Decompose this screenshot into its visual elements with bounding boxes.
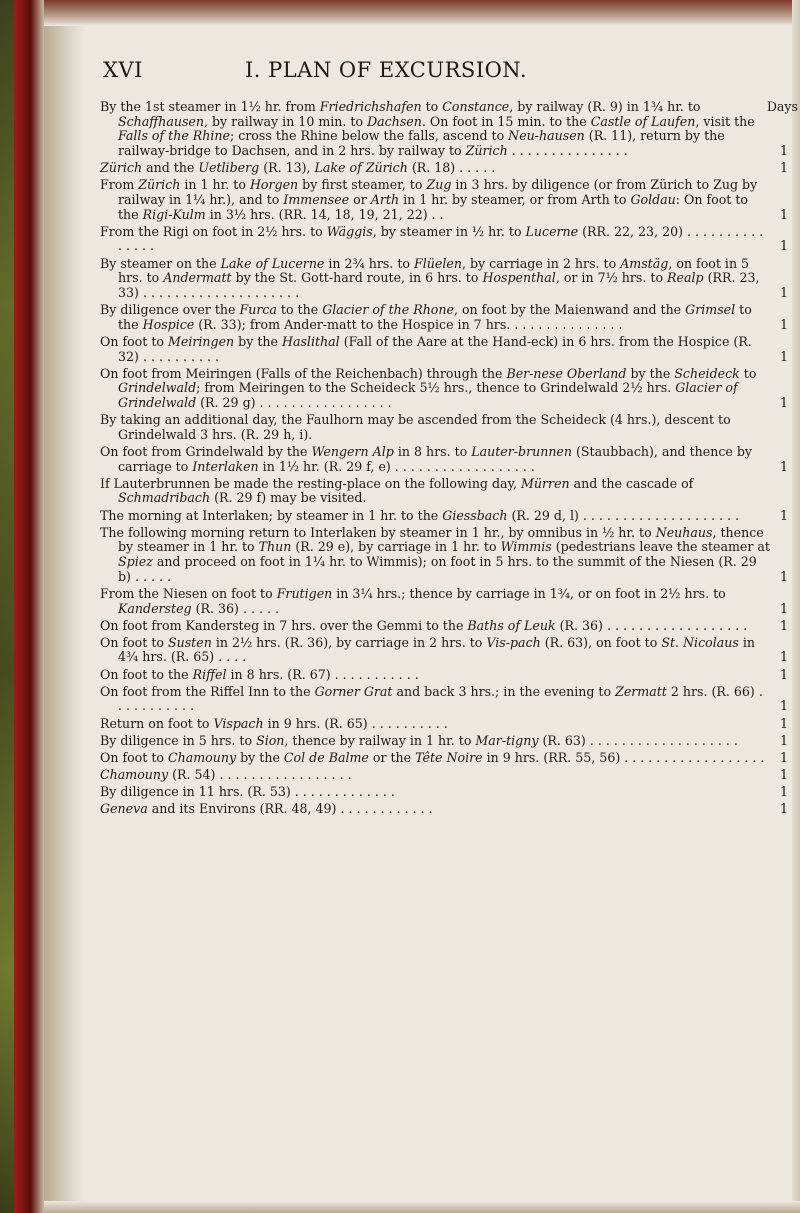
- itinerary-entry-text: Zürich and the Uetliberg (R. 13), Lake of Zürich (R. 18) . . . . .: [100, 160, 496, 176]
- days-count: 1: [779, 698, 788, 714]
- days-count: 1: [779, 142, 788, 158]
- itinerary-entry: [100, 587, 790, 616]
- itinerary-entry: [100, 768, 790, 783]
- itinerary-entry: [100, 161, 790, 176]
- itinerary-entry-text: Geneva and its Environs (RR. 48, 49) . . . . . . . . . . . .: [100, 801, 433, 817]
- itinerary-list: [100, 100, 790, 820]
- itinerary-entry: [100, 619, 790, 634]
- days-count: 1: [779, 284, 788, 300]
- itinerary-entry: [100, 303, 790, 332]
- itinerary-entry: [100, 477, 790, 506]
- days-count: 1: [779, 649, 788, 665]
- itinerary-entry-text: By steamer on the Lake of Lucerne in 2¾ hrs. to Flüelen, by carriage in 2 hrs. to Amstäg, on foot in 5 hrs. to Andermatt by the St. Gott-hard route, in 6 hrs. to Hospenthal, or in 7½ hrs. to Realp (RR. 23, 33) . . . . . . . . . . . . . . . . . . . .: [100, 255, 760, 300]
- days-count: 1: [779, 507, 788, 523]
- itinerary-entry-text: On foot from Kandersteg in 7 hrs. over the Gemmi to the Baths of Leuk (R. 36) . . . . . . . . . . . . . . . . . .: [100, 617, 748, 633]
- itinerary-entry-text: If Lauterbrunnen be made the resting-place on the following day, Mürren and the cascade of Schmadribach (R. 29 f) may be visited.: [100, 475, 694, 506]
- page-number: XVI: [103, 58, 143, 82]
- days-count: 1: [779, 568, 788, 584]
- days-count: 1: [779, 394, 788, 410]
- days-count: 1: [779, 715, 788, 731]
- days-count: 1: [779, 160, 788, 176]
- itinerary-entry: [100, 636, 790, 665]
- itinerary-entry: [100, 685, 790, 714]
- itinerary-entry: [100, 445, 790, 474]
- itinerary-entry-text: The morning at Interlaken; by steamer in 1 hr. to the Giessbach (R. 29 d, l) . . . . . . . . . . . . . . . . . . . .: [100, 507, 740, 523]
- itinerary-entry-text: By diligence over the Furca to the Glacier of the Rhone, on foot by the Maienwand and the Grimsel to the Hospice (R. 33); from Ander-matt to the Hospice in 7 hrs. . . . . . . . . . . . . . .: [100, 302, 752, 332]
- days-count: 1: [779, 732, 788, 748]
- itinerary-entry: [100, 367, 790, 411]
- itinerary-entry-text: By diligence in 5 hrs. to Sion, thence by railway in 1 hr. to Mar-tigny (R. 63) . . . . . . . . . . . . . . . . . . .: [100, 732, 738, 748]
- itinerary-entry-text: On foot to Meiringen by the Haslithal (Fall of the Aare at the Hand-eck) in 6 hrs. from the Hospice (R. 32) . . . . . . . . . .: [100, 333, 752, 364]
- itinerary-entry-text: The following morning return to Interlaken by steamer in 1 hr., by omnibus in ½ hr. to Neuhaus, thence by steamer in 1 hr. to Thun (R. 29 e), by carriage in 1 hr. to Wimmis (pedestrians leave the steamer at Spiez and proceed on foot in 1¼ hr. to Wimmis); on foot in 5 hrs. to the summit of the Niesen (R. 29 b) . . . . .: [100, 524, 770, 584]
- itinerary-entry-text: On foot from Grindelwald by the Wengern Alp in 8 hrs. to Lauter-brunnen (Staubbach), and thence by carriage to Interlaken in 1½ hr. (R. 29 f, e) . . . . . . . . . . . . . . . . . .: [100, 443, 753, 474]
- itinerary-entry: [100, 413, 790, 442]
- itinerary-entry: [100, 225, 790, 254]
- days-count: 1: [779, 458, 788, 474]
- days-count: 1: [779, 238, 788, 254]
- itinerary-entry-text: By diligence in 11 hrs. (R. 53) . . . . . . . . . . . . .: [100, 784, 395, 800]
- itinerary-entry-text: On foot to the Riffel in 8 hrs. (R. 67) . . . . . . . . . . .: [100, 666, 419, 682]
- page-bottom-edge: [44, 1201, 800, 1213]
- itinerary-entry: [100, 717, 790, 732]
- itinerary-entry-text: Chamouny (R. 54) . . . . . . . . . . . . . . . . .: [100, 767, 352, 783]
- page-top-edge: [44, 0, 800, 26]
- days-column-label: Days: [766, 99, 798, 114]
- itinerary-entry-text: On foot to Chamouny by the Col de Balme or the Tête Noire in 9 hrs. (RR. 55, 56) . . . . . . . . . . . . . . . . . .: [100, 749, 765, 765]
- page-gutter: [44, 0, 84, 1213]
- days-count: 1: [779, 617, 788, 633]
- itinerary-entry-text: By the 1st steamer in 1½ hr. from Friedrichshafen to Constance, by railway (R. 9) in 1¾ hr. to Schaffhausen, by railway in 10 min. to Dachsen. On foot in 15 min. to the Castle of Laufen, visit the Falls of the Rhine; cross the Rhine below the falls, ascend to Neu-hausen (R. 11), return by the railway-bridge to Dachsen, and in 2 hrs. by railway to Zürich . . . . . . . . . . . . . . .: [100, 99, 755, 158]
- itinerary-entry: [100, 802, 790, 817]
- itinerary-entry: [100, 785, 790, 800]
- itinerary-entry-text: On foot to Susten in 2½ hrs. (R. 36), by carriage in 2 hrs. to Vis-pach (R. 63), on foot to St. Nicolaus in 4¾ hrs. (R. 65) . . . .: [100, 634, 755, 665]
- page-right-edge: [792, 0, 800, 1213]
- page-header: [103, 58, 790, 84]
- running-title: I. PLAN OF EXCURSION.: [245, 58, 527, 82]
- days-count: 1: [779, 767, 788, 783]
- days-count: 1: [779, 316, 788, 332]
- days-count: 1: [779, 600, 788, 616]
- itinerary-entry: [100, 668, 790, 683]
- itinerary-entry: [100, 734, 790, 749]
- itinerary-entry-text: From the Rigi on foot in 2½ hrs. to Wäggis, by steamer in ½ hr. to Lucerne (RR. 22, 23, 20) . . . . . . . . . . . . . . .: [100, 223, 764, 254]
- itinerary-entry: [100, 335, 790, 364]
- itinerary-entry: [100, 751, 790, 766]
- days-count: 1: [779, 666, 788, 682]
- itinerary-entry: [100, 526, 790, 585]
- itinerary-entry-text: On foot from the Riffel Inn to the Gorner Grat and back 3 hrs.; in the evening to Zermatt 2 hrs. (R. 66) . . . . . . . . . . .: [100, 683, 763, 714]
- itinerary-entry-text: By taking an additional day, the Faulhorn may be ascended from the Scheideck (4 hrs.), descent to Grindelwald 3 hrs. (R. 29 h, i).: [100, 412, 731, 442]
- itinerary-entry: [100, 100, 790, 159]
- days-count: 1: [779, 784, 788, 800]
- itinerary-entry: [100, 509, 790, 524]
- itinerary-entry: [100, 257, 790, 301]
- book-spine-binding: [0, 0, 14, 1213]
- days-count: 1: [779, 749, 788, 765]
- itinerary-entry: [100, 178, 790, 222]
- days-count: 1: [779, 206, 788, 222]
- itinerary-entry-text: Return on foot to Vispach in 9 hrs. (R. 65) . . . . . . . . . .: [100, 715, 448, 731]
- itinerary-entry-text: From Zürich in 1 hr. to Horgen by first steamer, to Zug in 3 hrs. by diligence (or from Zürich to Zug by railway in 1¼ hr.), and to Immensee or Arth in 1 hr. by steamer, or from Arth to Goldau: On foot to the Rigi-Kulm in 3½ hrs. (RR. 14, 18, 19, 21, 22) . .: [100, 177, 758, 222]
- days-count: 1: [779, 348, 788, 364]
- days-count: 1: [779, 801, 788, 817]
- itinerary-entry-text: From the Niesen on foot to Frutigen in 3¼ hrs.; thence by carriage in 1¾, or on foot in 2½ hrs. to Kandersteg (R. 36) . . . . .: [100, 585, 726, 616]
- itinerary-entry-text: On foot from Meiringen (Falls of the Reichenbach) through the Ber-nese Oberland by the Scheideck to Grindelwald; from Meiringen to the Scheideck 5½ hrs., thence to Grindelwald 2½ hrs. Glacier of Grindelwald (R. 29 g) . . . . . . . . . . . . . . . . .: [100, 365, 757, 410]
